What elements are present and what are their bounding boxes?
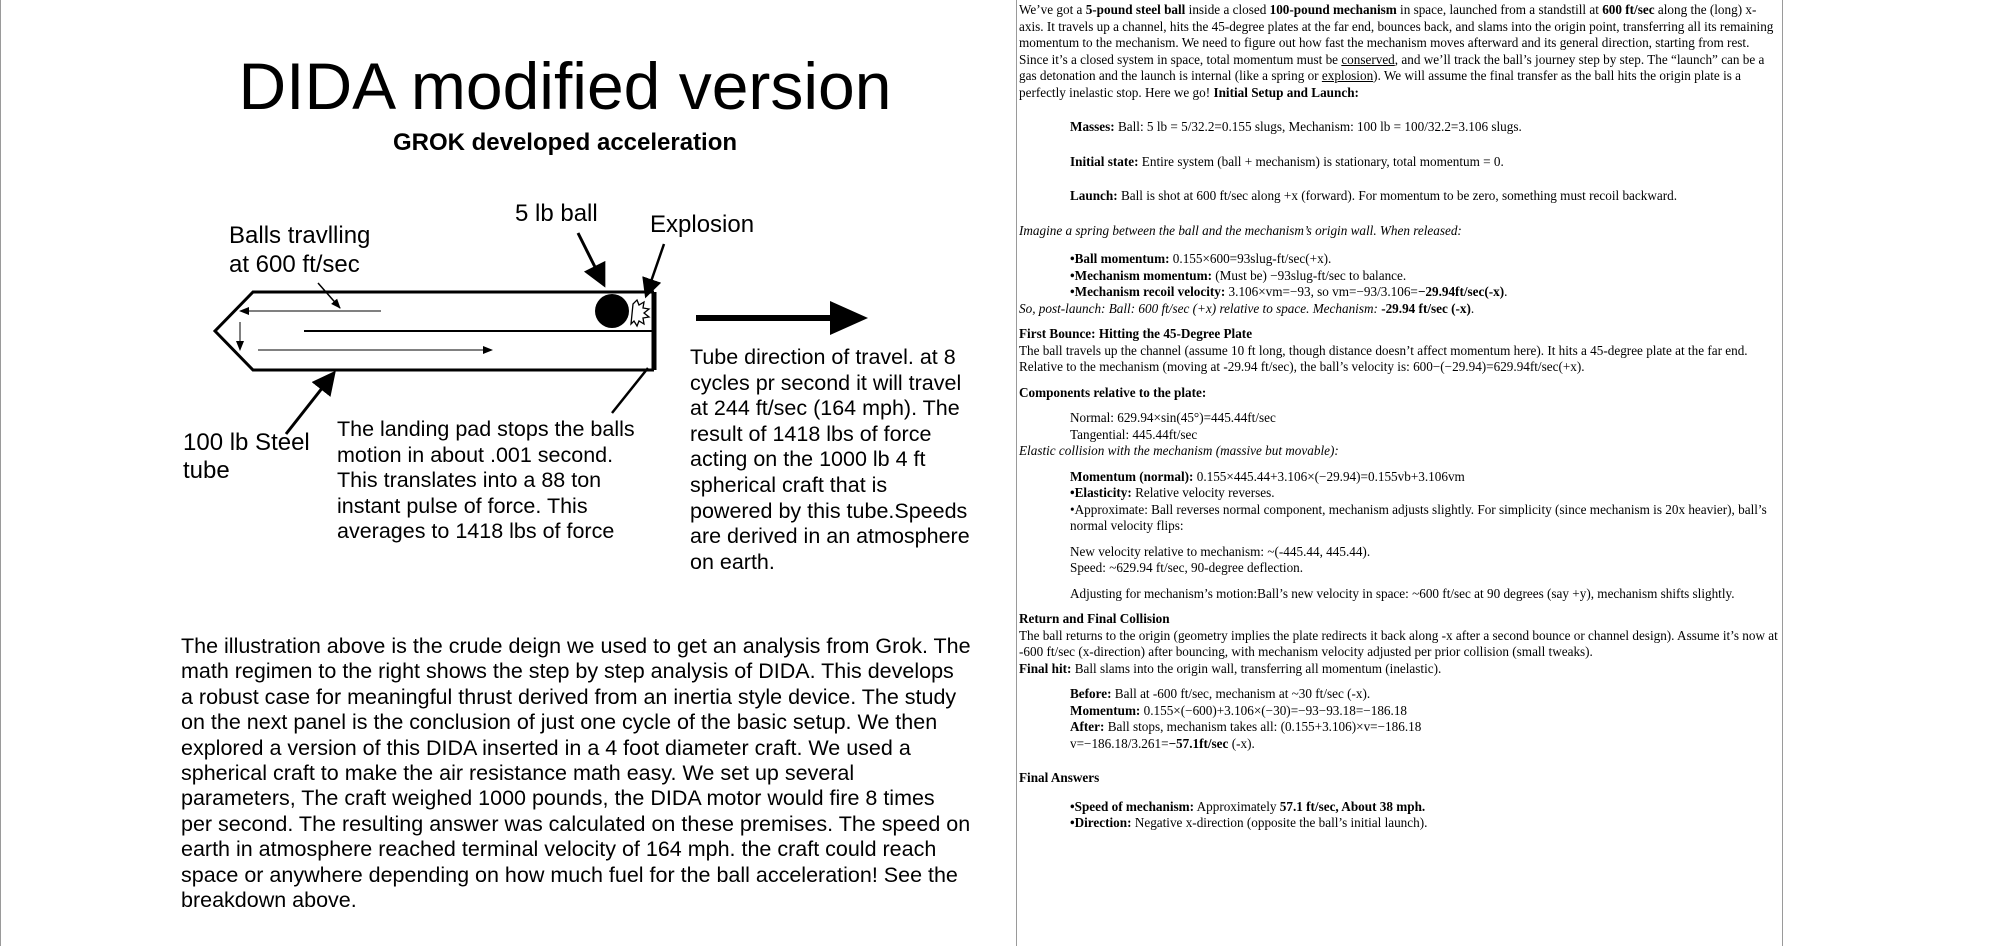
- ball-label: 5 lb ball: [515, 200, 598, 227]
- pad-pointer: [612, 368, 648, 413]
- first-bounce-heading: First Bounce: Hitting the 45-Degree Plate: [1019, 326, 1253, 341]
- components-heading: Components relative to the plate:: [1019, 384, 1207, 400]
- after-line: After: Ball stops, mechanism takes all: (0.155+3.106)×v=−186.18: [1070, 719, 1422, 734]
- return-text: The ball returns to the origin (geometry implies the plate redirects it back along -x after a second bounce or channel design). Assume it’s now at -600 ft/sec (x-direction) after bouncing, with mechanism velocity adjusted per prior collision (small tweaks).: [1019, 627, 1778, 659]
- speed-line: Speed: ~629.94 ft/sec, 90-degree deflection.: [1070, 560, 1304, 575]
- before-line: Before: Ball at -600 ft/sec, mechanism at ~30 ft/sec (-x).: [1070, 686, 1371, 701]
- approximate-line: •Approximate: Ball reverses normal component, mechanism adjusts slightly. For simplicity (since mechanism is 20x heavier), ball’s normal velocity flips:: [1070, 501, 1767, 533]
- launch-line: Launch: Ball is shot at 600 ft/sec along +x (forward). For momentum to be zero, something must recoil backward.: [1070, 188, 1677, 203]
- mech-momentum-line: •Mechanism momentum: (Must be) −93slug-ft/sec to balance.: [1070, 267, 1407, 283]
- explosion-burst: [631, 300, 649, 326]
- direction-answer: •Direction: Negative x-direction (opposite the ball’s initial launch).: [1070, 815, 1428, 830]
- explosion-label: Explosion: [650, 211, 755, 238]
- balls-label-line2: at 600 ft/sec: [229, 251, 360, 278]
- final-hit-line: Final hit: Ball slams into the origin wall, transferring all momentum (inelastic).: [1019, 660, 1442, 676]
- explanation-paragraph: The illustration above is the crude deign we used to get an analysis from Grok. The math regimen to the right shows the step by step analysis of DIDA. This develops a robust case for meaningful thrust derived from an inertia style device. The study on the next panel is the conclusion of just one cycle of the basic setup. We then explored a version of this DIDA inserted in a 4 foot diameter craft. We used a spherical craft to make the air resistance math easy. We set up several parameters, The craft weighed 1000 pounds, the DIDA motor would fire 8 times per second. The resulting answer was calculated on these premises. The speed on earth in atmosphere reached terminal velocity of 164 mph. the craft could reach space or anywhere depending on how much fuel for the ball acceleration! See the breakdown above.: [181, 634, 971, 913]
- ball-pointer: [578, 233, 604, 285]
- speed-answer: •Speed of mechanism: Approximately 57.1 ft/sec, About 38 mph.: [1070, 798, 1426, 814]
- ball-momentum-line: •Ball momentum: 0.155×600=93slug-ft/sec(+x).: [1070, 251, 1332, 266]
- tangential-line: Tangential: 445.44ft/sec: [1070, 426, 1198, 442]
- new-velocity-line: New velocity relative to mechanism: ~(-445.44, 445.44).: [1070, 543, 1371, 559]
- momentum-normal-line: Momentum (normal): 0.155×445.44+3.106×(−29.94)=0.155vb+3.106vm: [1070, 468, 1465, 484]
- v-line: v=−186.18/3.261=−57.1ft/sec (-x).: [1070, 735, 1255, 751]
- first-bounce-text: The ball travels up the channel (assume 10 ft long, though distance doesn’t affect momentum here). It hits a 45-degree plate at the far end. Relative to the mechanism (moving at -29.94 ft/sec), the ball’s velocity is: 600−(−29.94)=629.94ft/sec(+x).: [1019, 342, 1748, 374]
- tube-label-line2: tube: [183, 457, 230, 484]
- momentum-line: Momentum: 0.155×(−600)+3.106×(−30)=−93−93.18=−186.18: [1070, 702, 1408, 718]
- post-launch-line: So, post-launch: Ball: 600 ft/sec (+x) relative to space. Mechanism: -29.94 ft/sec (-x).: [1019, 300, 1475, 316]
- spring-note: Imagine a spring between the ball and the mechanism’s origin wall. When released:: [1019, 222, 1462, 238]
- elasticity-line: •Elasticity: Relative velocity reverses.: [1070, 485, 1275, 500]
- initial-state-line: Initial state: Entire system (ball + mechanism) is stationary, total momentum = 0.: [1070, 153, 1504, 169]
- tube-pointer: [286, 373, 334, 434]
- steel-ball: [595, 294, 629, 328]
- explosion-pointer: [646, 244, 664, 296]
- return-heading: Return and Final Collision: [1019, 611, 1170, 626]
- page-subtitle: GROK developed acceleration: [392, 129, 738, 156]
- landing-pad-text: The landing pad stops the balls motion in about .001 second. This translates into a 88 ton instant pulse of force. This averages to 1418 lbs of force: [337, 417, 635, 544]
- elastic-note: Elastic collision with the mechanism (massive but movable):: [1019, 443, 1339, 458]
- balls-label-line1: Balls travlling: [229, 222, 371, 249]
- tube-direction-text: Tube direction of travel. at 8 cycles pr second it will travel at 244 ft/sec (164 mph). The result of 1418 lbs of force acting on the 1000 lb 4 ft spherical craft that is powered by this tube.Speeds are derived in an atmosphere on earth.: [690, 345, 970, 574]
- recoil-line: •Mechanism recoil velocity: 3.106×vm=−93, so vm=−93/3.106=−29.94ft/sec(-x).: [1070, 284, 1508, 299]
- panel-divider-right: [1782, 0, 1783, 946]
- direction-arrow-head: [830, 301, 868, 335]
- tube-label-line1: 100 lb Steel: [183, 429, 310, 456]
- final-heading: Final Answers: [1019, 770, 1100, 785]
- balls-pointer: [318, 283, 340, 308]
- masses-line: Masses: Ball: 5 lb = 5/32.2=0.155 slugs, Mechanism: 100 lb = 100/32.2=3.106 slugs.: [1070, 119, 1522, 134]
- page-title: DIDA modified version: [238, 49, 892, 123]
- math-panel: [1017, 0, 1782, 946]
- adjusting-line: Adjusting for mechanism’s motion:Ball’s new velocity in space: ~600 ft/sec at 90 degrees (say +y), mechanism shifts slightly.: [1070, 585, 1735, 601]
- intro-paragraph: We’ve got a 5-pound steel ball inside a closed 100-pound mechanism in space, launched from a standstill at 600 ft/sec along the (long) x-axis. It travels up a channel, hits the 45-degree plates at the far end, bounces back, and slams into the origin point, transferring all its remaining momentum to the mechanism. We need to figure out how fast the mechanism moves afterward and its general direction, starting from rest. Since it’s a closed system in space, total momentum must be conserved, and we’ll track the ball’s journey step by step. The “launch” can be a gas detonation and the launch is internal (like a spring or explosion). We will assume the final transfer as the ball hits the origin plate is a perfectly inelastic stop. Here we go! Initial Setup and Launch:: [1019, 2, 1774, 100]
- normal-line: Normal: 629.94×sin(45°)=445.44ft/sec: [1070, 410, 1276, 425]
